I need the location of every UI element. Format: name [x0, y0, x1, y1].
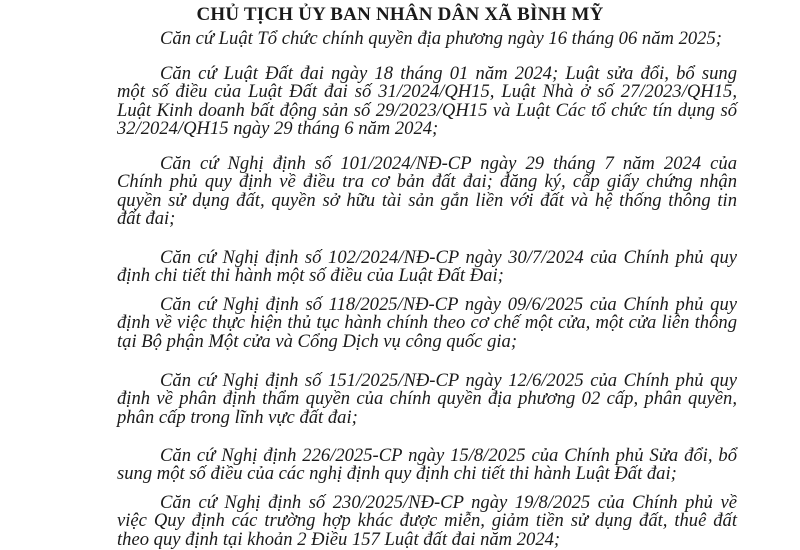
paragraph-line: định chi tiết thi hành một số điều của Luật Đất Đai;	[117, 265, 504, 287]
legal-basis-paragraph	[117, 296, 737, 351]
paragraph-line: việc Quy định các trường hợp khác được miễn, giảm tiền sử dụng đất, thuê đất	[117, 510, 737, 532]
paragraph-line: đất đai;	[117, 208, 176, 230]
paragraph-line: 32/2024/QH15 ngày 29 tháng 6 năm 2024;	[117, 118, 439, 140]
paragraph-line: Luật Kinh doanh bất động sản số 29/2023/QH15 và Luật Các tổ chức tín dụng số	[117, 99, 737, 121]
legal-basis-paragraph	[117, 65, 737, 139]
paragraph-line: Căn cứ Nghị định 226/2025-CP ngày 15/8/2025 của Chính phủ Sửa đổi, bổ	[160, 445, 737, 466]
paragraph-line: quyền sử dụng đất, quyền sở hữu tài sản gắn liền với đất và hệ thống thông tin	[117, 189, 737, 211]
paragraph-line: một số điều của Luật Đất đai số 31/2024/QH15, Luật Nhà ở số 27/2023/QH15,	[117, 81, 737, 103]
paragraph-line: Căn cứ Luật Đất đai ngày 18 tháng 01 năm 2024; Luật sửa đổi, bổ sung	[160, 63, 737, 84]
paragraph-line: Căn cứ Nghị định số 151/2025/NĐ-CP ngày 12/6/2025 của Chính phủ quy	[160, 370, 737, 391]
document-heading: CHỦ TỊCH ỦY BAN NHÂN DÂN XÃ BÌNH MỸ	[196, 4, 604, 25]
paragraph-line: định về phân định thẩm quyền của chính quyền địa phương 02 cấp, phân quyền,	[117, 388, 737, 410]
paragraph-line: định về việc thực hiện thủ tục hành chính theo cơ chế một cửa, một cửa liên thông	[117, 312, 737, 334]
paragraph-line: tại Bộ phận Một cửa và Cổng Dịch vụ công quốc gia;	[117, 330, 518, 352]
paragraph-line: Chính phủ quy định về điều tra cơ bản đất đai; đăng ký, cấp giấy chứng nhận	[117, 171, 737, 193]
paragraph-line: sung một số điều của các nghị định quy định chi tiết thi hành Luật Đất đai;	[117, 463, 677, 485]
legal-basis-paragraph	[117, 249, 737, 286]
paragraph-line: Căn cứ Nghị định số 118/2025/NĐ-CP ngày 09/6/2025 của Chính phủ quy	[160, 294, 737, 315]
legal-basis-paragraph	[117, 30, 737, 48]
legal-basis-paragraph	[117, 372, 737, 427]
legal-basis-paragraph	[117, 494, 737, 549]
paragraph-line: theo quy định tại khoản 2 Điều 157 Luật đất đai năm 2024;	[117, 528, 561, 550]
paragraph-line: Căn cứ Nghị định số 102/2024/NĐ-CP ngày 30/7/2024 của Chính phủ quy	[160, 247, 737, 268]
paragraph-line: Căn cứ Nghị định số 101/2024/NĐ-CP ngày 29 tháng 7 năm 2024 của	[160, 153, 737, 174]
paragraph-line: phân cấp trong lĩnh vực đất đai;	[117, 406, 358, 428]
paragraph-line: Căn cứ Nghị định số 230/2025/NĐ-CP ngày 19/8/2025 của Chính phủ về	[160, 492, 737, 513]
paragraph-line: Căn cứ Luật Tổ chức chính quyền địa phương ngày 16 tháng 06 năm 2025;	[160, 28, 722, 49]
legal-basis-paragraph	[117, 447, 737, 484]
legal-basis-paragraph	[117, 155, 737, 229]
